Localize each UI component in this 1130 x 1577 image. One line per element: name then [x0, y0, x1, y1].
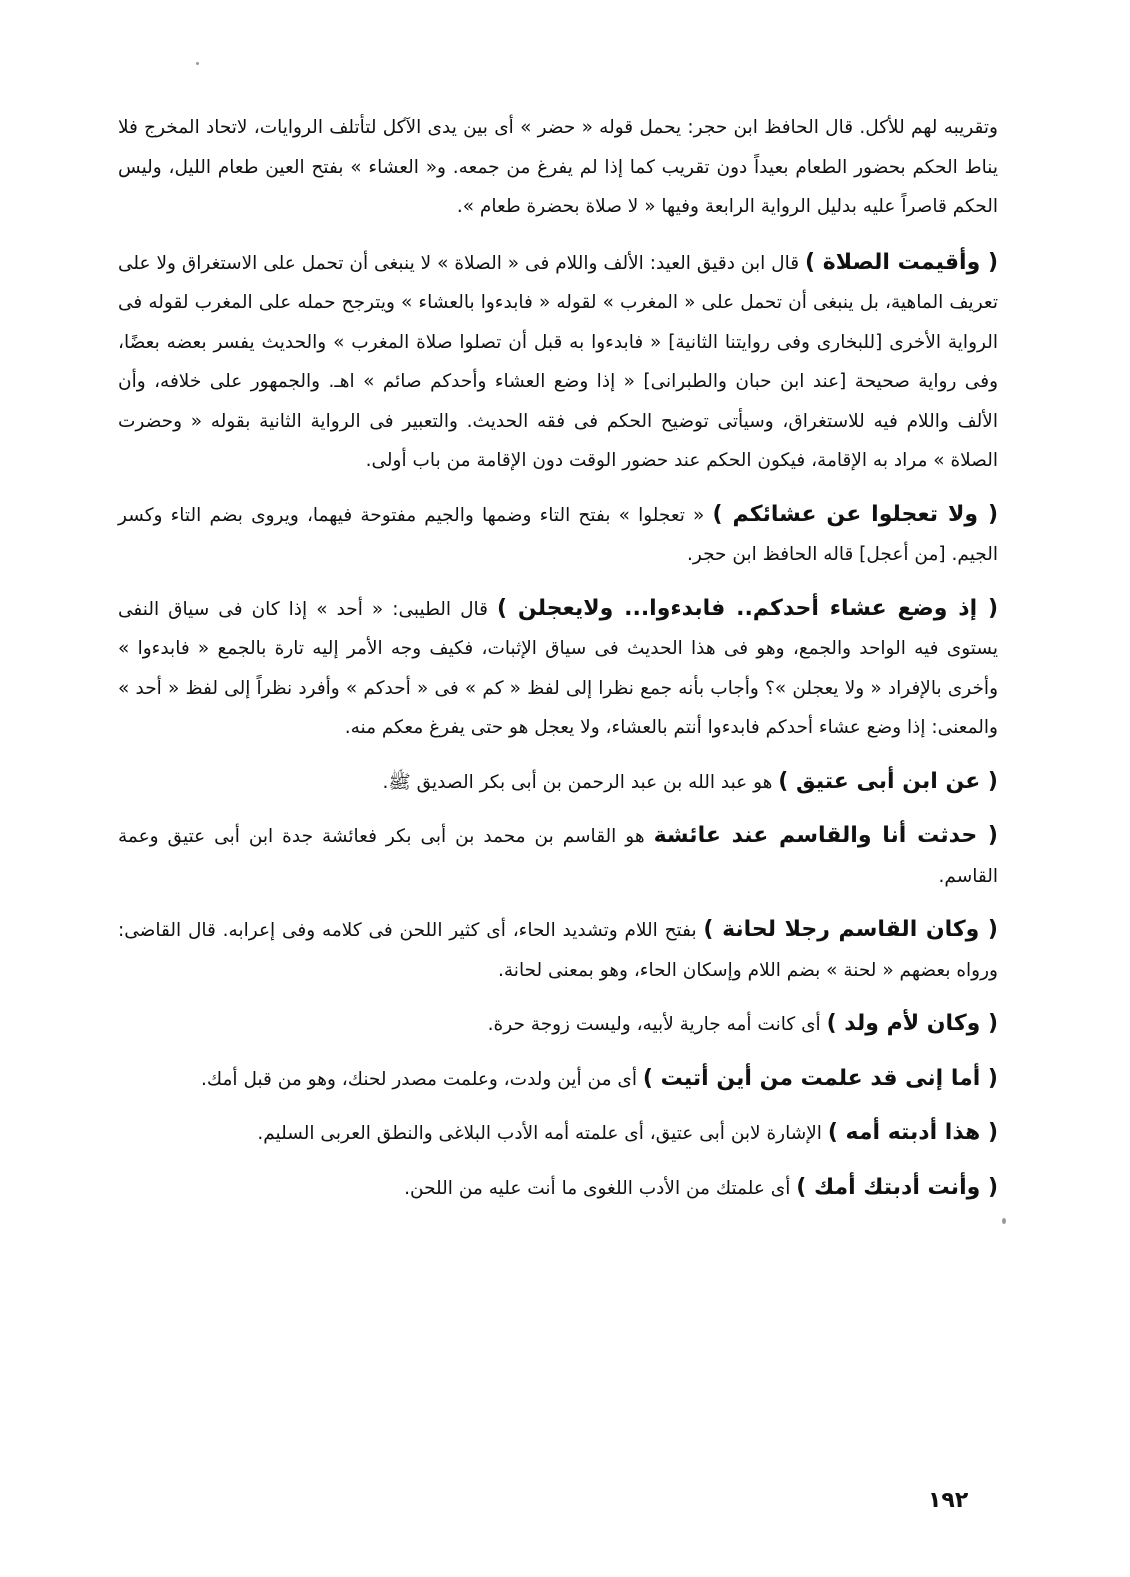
paragraph-text: الإشارة لابن أبى عتيق، أى علمته أمه الأدب البلاغى والنطق العربى السليم.: [257, 1123, 822, 1144]
paragraph: [118, 1004, 998, 1045]
lemma-heading: ( عن ابن أبى عتيق ): [778, 768, 998, 794]
lemma-heading: ( حدثت أنا والقاسم عند عائشة: [653, 823, 998, 848]
page-number: ١٩٢: [928, 1488, 969, 1513]
lemma-heading: ( وكان القاسم رجلا لحانة ): [703, 917, 998, 942]
paragraph: [118, 1113, 998, 1154]
paragraph: [118, 762, 998, 803]
lemma-heading: ( هذا أدبته أمه ): [827, 1120, 998, 1145]
lemma-heading: ( وكان لأم ولد ): [826, 1011, 998, 1036]
paragraph: [118, 816, 998, 896]
paragraph-text: هو عبد الله بن عبد الرحمن بن أبى بكر الصديق ﷺ.: [382, 771, 773, 793]
paragraph-text: وتقريبه لهم للأكل. قال الحافظ ابن حجر: يحمل قوله « حضر » أى بين يدى الآكل لتأتلف الروايات، لاتحاد المخرج فلا يناط الحكم بحضور الطعام بعيداً دون تقريب كما إذا لم يفرغ من جمعه. و« العشاء » بفتح العين طعام الليل، وليس الحكم قاصراً عليه بدليل الرواية الرابعة وفيها « لا صلاة بحضرة طعام ».: [118, 117, 998, 217]
paragraph: [118, 589, 998, 748]
paragraph: [118, 910, 998, 990]
scan-speck: [1002, 1218, 1006, 1224]
paragraph-text: هو القاسم بن محمد بن أبى بكر فعائشة جدة ابن أبى عتيق وعمة القاسم.: [118, 826, 998, 887]
paragraph: [118, 495, 998, 575]
paragraph-text: بفتح اللام وتشديد الحاء، أى كثير اللحن فى كلامه وفى إعرابه. قال القاضى: ورواه بعضهم « لحنة » بضم اللام وإسكان الحاء، وهو بمعنى لحانة.: [118, 920, 998, 981]
paragraph: [118, 1059, 998, 1100]
page-body: [118, 108, 998, 1222]
lemma-heading: ( وأقيمت الصلاة ): [805, 249, 998, 275]
lemma-heading: ( أما إنى قد علمت من أين أتيت ): [642, 1065, 998, 1091]
paragraph-text: قال ابن دقيق العيد: الألف واللام فى « الصلاة » لا ينبغى أن تحمل على الاستغراق ولا على تعريف الماهية، بل ينبغى أن تحمل على « المغرب » لقوله « فابدءوا بالعشاء » ويترجح حمله على المغرب لقوله فى الرواية الأخرى [للبخارى وفى روايتنا الثانية] « فابدءوا به قبل أن تصلوا صلاة المغرب » والحديث يفسر بعضه بعضًا، وفى رواية صحيحة [عند ابن حبان والطبرانى] « إذا وضع العشاء وأحدكم صائم » اهـ. والجمهور على خلافه، وأن الألف واللام فيه للاستغراق، وسيأتى توضيح الحكم فى فقه الحديث. والتعبير فى الرواية الثانية بقوله « وحضرت الصلاة » مراد به الإقامة، فيكون الحكم عند حضور الوقت دون الإقامة من باب أولى.: [118, 252, 998, 471]
paragraph-text: قال الطيبى: « أحد » إذا كان فى سياق النفى يستوى فيه الواحد والجمع، وهو فى هذا الحديث فى سياق الإثبات، فكيف وجه الأمر إليه تارة بالجمع « فابدءوا » وأخرى بالإفراد « ولا يعجلن »؟ وأجاب بأنه جمع نظرا إلى لفظ « كم » فى « أحدكم » وأفرد نظراً إلى لفظ « أحد » والمعنى: إذا وضع عشاء أحدكم فابدءوا أنتم بالعشاء، ولا يعجل هو حتى يفرغ معكم منه.: [118, 598, 998, 738]
paragraph: [118, 243, 998, 481]
scan-speck: [196, 62, 199, 65]
paragraph: [118, 1168, 998, 1209]
paragraph: [118, 108, 998, 227]
lemma-heading: ( إذ وضع عشاء أحدكم.. فابدءوا... ولايعجلن ): [497, 595, 998, 621]
lemma-heading: ( وأنت أدبتك أمك ): [796, 1174, 998, 1200]
lemma-heading: ( ولا تعجلوا عن عشائكم ): [712, 501, 998, 527]
paragraph-text: أى كانت أمه جارية لأبيه، وليست زوجة حرة.: [487, 1014, 821, 1035]
paragraph-text: « تعجلوا » بفتح التاء وضمها والجيم مفتوحة فيهما، ويروى بضم التاء وكسر الجيم. [من أعجل] قاله الحافظ ابن حجر.: [118, 504, 998, 565]
paragraph-text: أى علمتك من الأدب اللغوى ما أنت عليه من اللحن.: [404, 1177, 791, 1199]
paragraph-text: أى من أين ولدت، وعلمت مصدر لحنك، وهو من قبل أمك.: [201, 1068, 637, 1090]
